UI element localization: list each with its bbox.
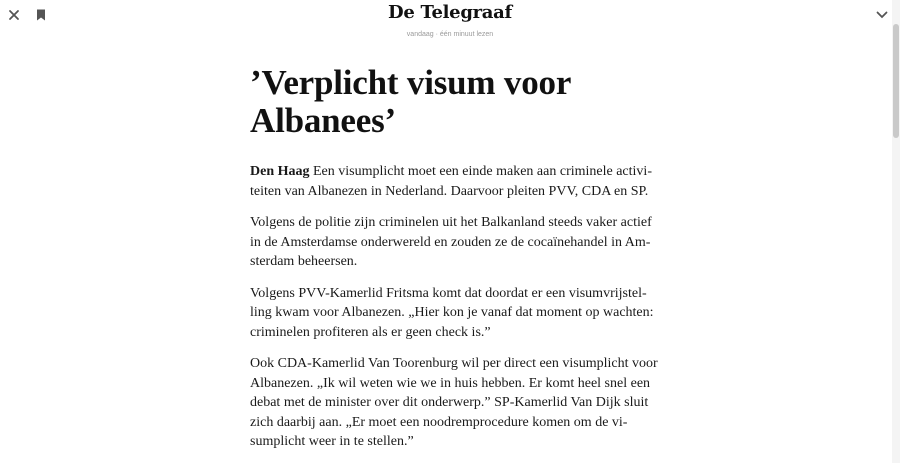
publication-logo: De Telegraaf — [388, 2, 512, 23]
article-body — [250, 162, 670, 452]
headline-line: Albanees’ — [250, 101, 396, 140]
article — [250, 64, 670, 464]
paragraph-line: sumplicht weer in te stellen.” — [250, 434, 414, 449]
paragraph-1 — [250, 162, 670, 201]
paragraph-line: debat met de minister over dit onderwerp.” SP-Kamerlid Van Dijk sluit — [250, 395, 649, 410]
paragraph-line: Albanezen. „Ik wil weten wie we in huis hebben. Er komt heel snel een — [250, 375, 651, 391]
paragraph-line: Volgens de politie zijn criminelen uit het Balkanland steeds vaker actief — [250, 215, 652, 230]
paragraph-2 — [250, 213, 670, 272]
scrollbar[interactable] — [892, 0, 900, 463]
paragraph-line: Volgens PVV-Kamerlid Fritsma komt dat doordat er een visumvrijstel- — [250, 285, 647, 301]
chevron-down-icon — [876, 11, 888, 19]
paragraph-line: Een visumplicht moet een einde maken aan criminele activi- — [313, 164, 652, 179]
paragraph-3 — [250, 284, 670, 343]
reader-toolbar — [0, 0, 900, 30]
dateline: Den Haag — [250, 164, 310, 179]
paragraph-line: zich daarbij aan. „Er moet een noodremprocedure komen om de vi- — [250, 414, 628, 430]
paragraph-line: criminelen profiteren als er geen check is.” — [250, 324, 491, 340]
paragraph-line: in de Amsterdamse onderwereld en zouden ze de cocaïnehandel in Am- — [250, 234, 651, 250]
headline — [250, 64, 670, 140]
headline-line: ’Verplicht visum voor — [250, 63, 572, 102]
paragraph-line: ling kwam voor Albanezen. „Hier kon je vanaf dat moment op wachten: — [250, 305, 654, 320]
paragraph-line: Ook CDA-Kamerlid Van Toorenburg wil per direct een visumplicht voor — [250, 356, 658, 371]
article-meta: vandaag · één minuut lezen — [406, 31, 494, 38]
scroll-thumb[interactable] — [893, 24, 899, 138]
paragraph-line: sterdam beheersen. — [250, 254, 358, 269]
paragraph-line: teiten van Albanezen in Nederland. Daarvoor pleiten PVV, CDA en SP. — [250, 183, 649, 199]
paragraph-4 — [250, 354, 670, 452]
expand-button[interactable] — [872, 5, 892, 25]
